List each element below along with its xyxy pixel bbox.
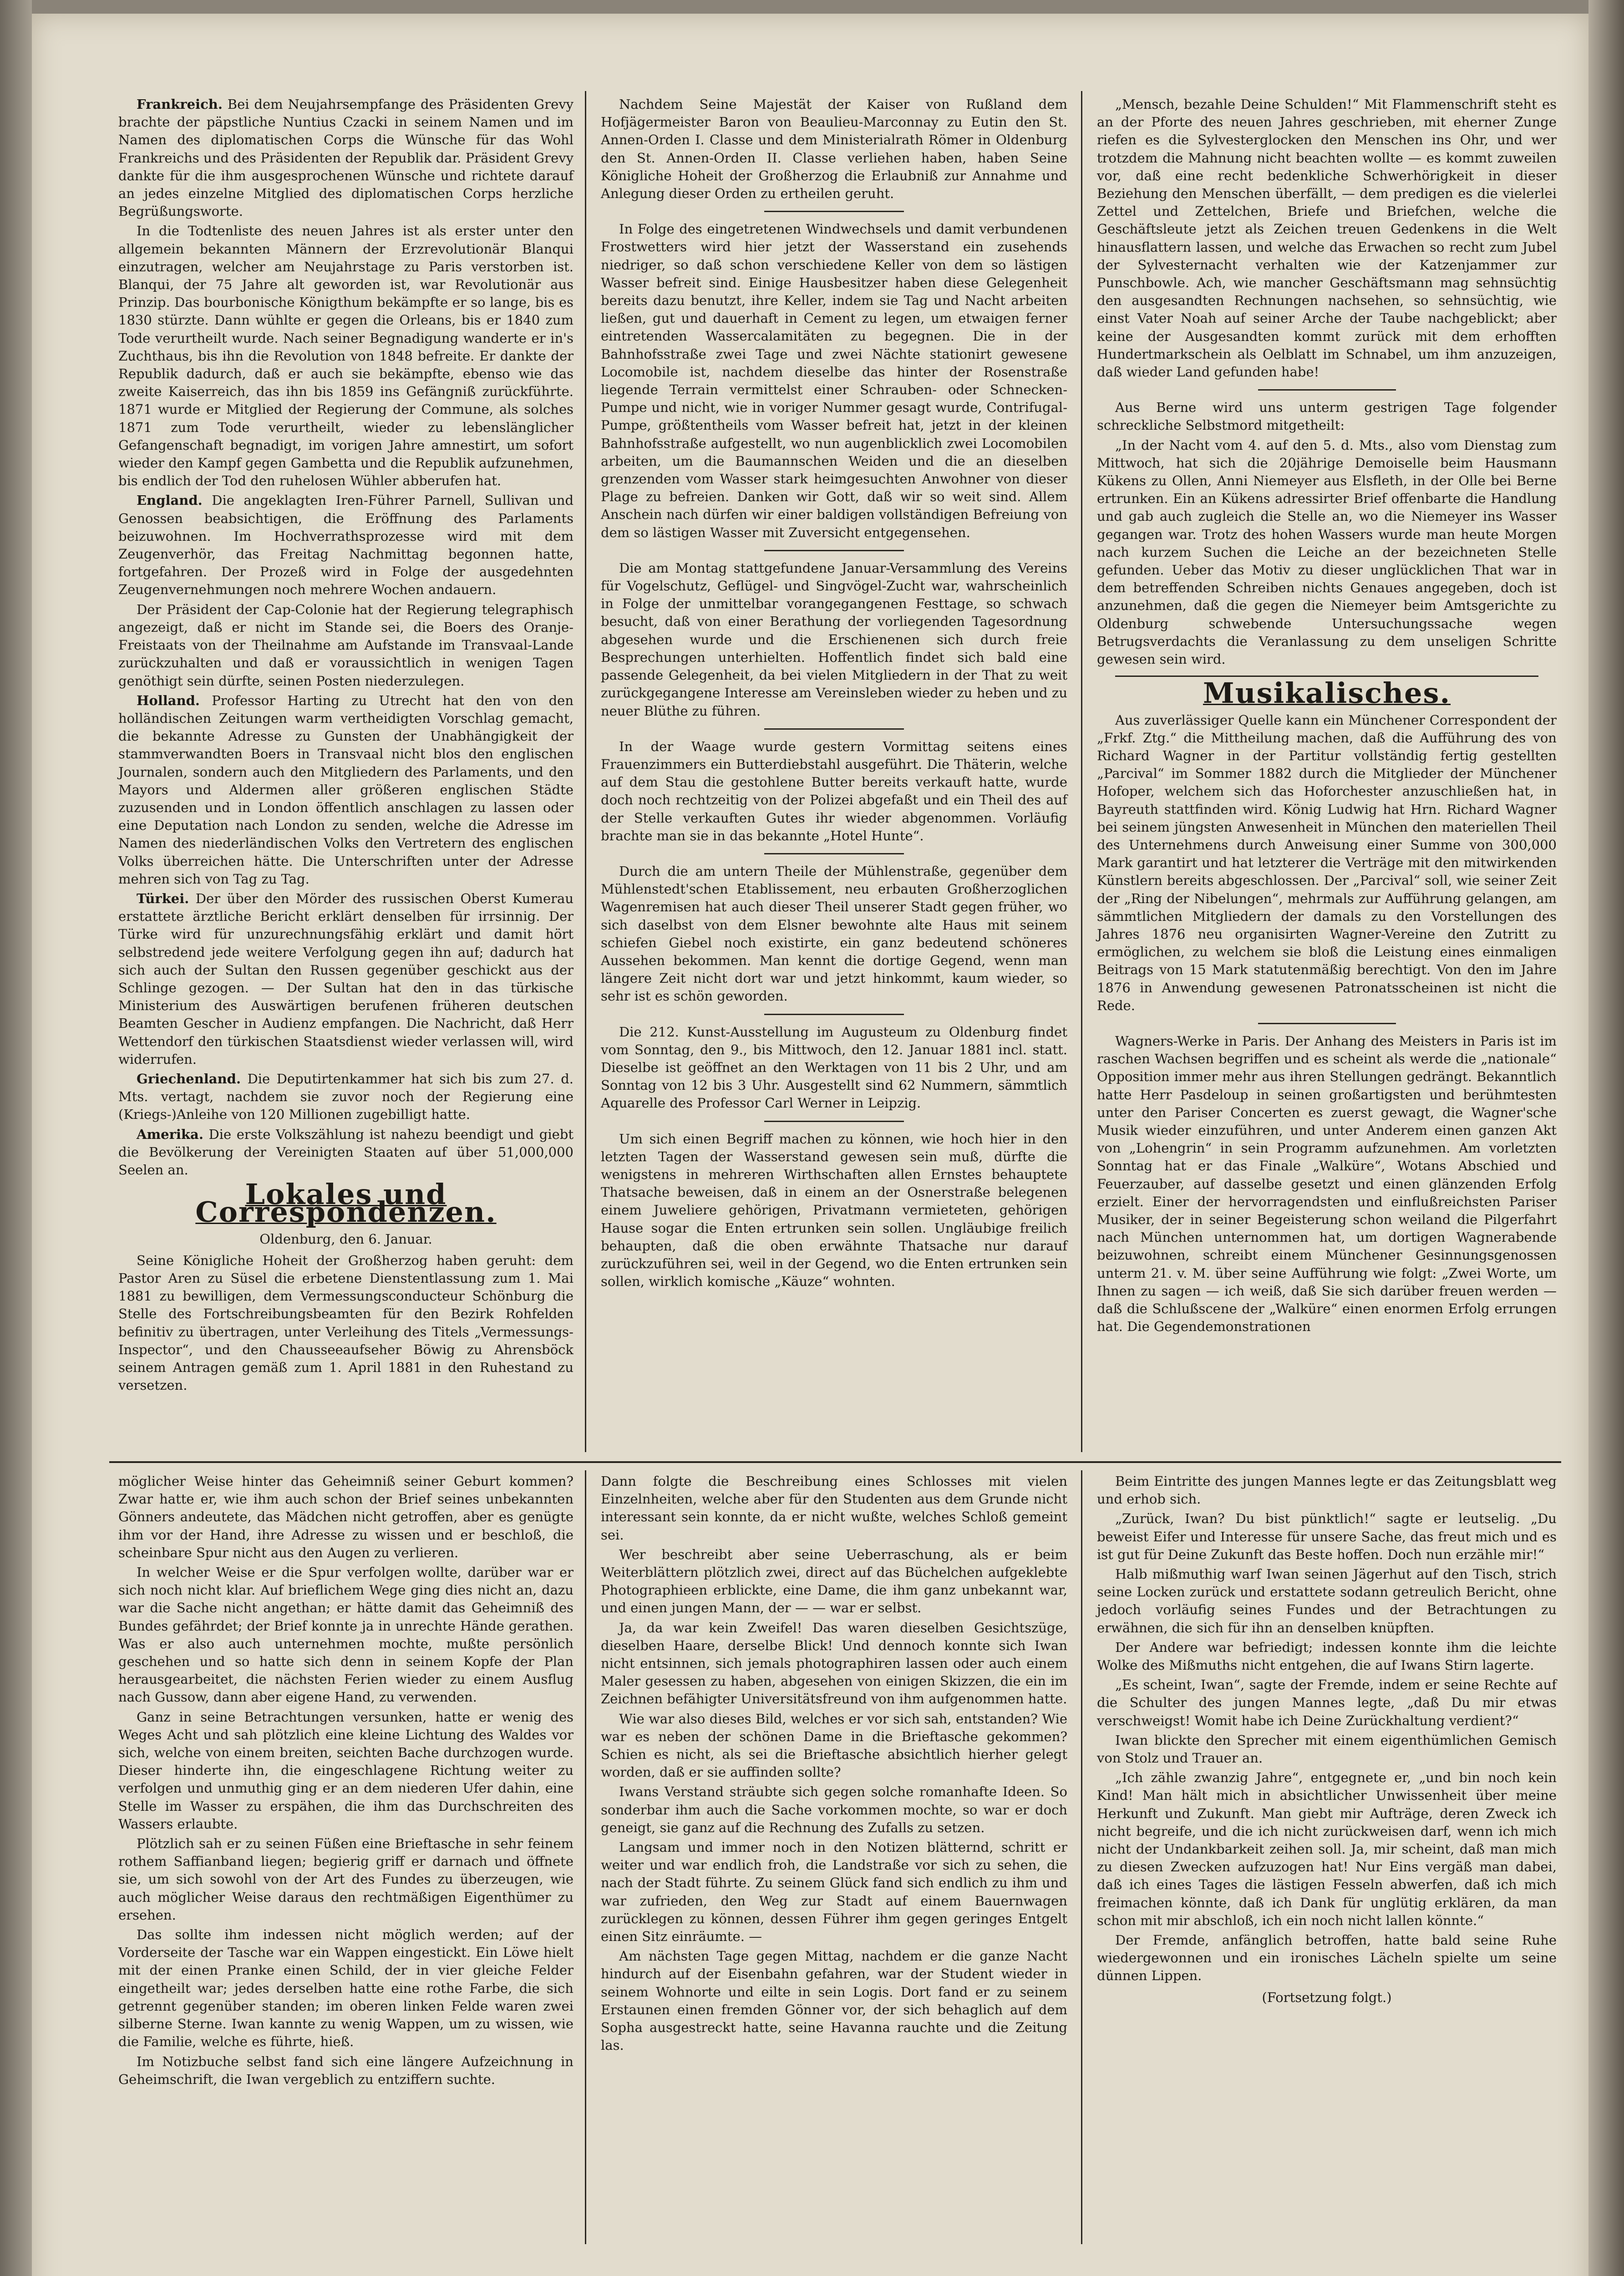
feuilleton-paragraph: Wie war also dieses Bild, welches er vor sich sah, entstanden? Wie war es neben der schönen Dame in die Brieftasche gekommen? Schien es nicht, als sei die Brieftasche absichtlich hierher gelegt worden, daß er sie auffinden sollte? [601, 1711, 1067, 1780]
article-holland: Holland. Professor Harting zu Utrecht hat den von den holländischen Zeitungen warm vertheidigten Vorschlag gemacht, die bekannte Adresse zu Gunsten der Unabhängigkeit der stammverwandten Boers in Transvaal nicht blos den englischen Journalen, sondern auch den Mitgliedern des Parlaments, und den Mayors und Aldermen aller größeren englischen Städte zuzusenden und in London öffentlich anschlagen zu lassen oder eine Deputation nach London zu senden, welche die Adresse im Namen des niederländischen Volks den Vertretern des englischen Volks überreichen hätte. Die Unterschriften unter der Adresse mehren sich von Tag zu Tag. [118, 692, 573, 887]
article-muehlenstrasse: Durch die am untern Theile der Mühlenstraße, gegenüber dem Mühlenstedt'schen Etablissement, neu erbauten Großherzoglichen Wagenremisen hat auch dieser Theil unserer Stadt gegen früher, wo sich daselbst von dem Elsner bewohnte alte Haus mit seinem schiefen Giebel noch existirte, ein ganz bedeutend schöneres Aussehen bekommen. Man kennt die dortige Gegend, wenn man längere Zeit nicht dort war und jetzt hinkommt, kaum wieder, so sehr ist es schön geworden. [601, 863, 1067, 1004]
separator [1258, 1023, 1396, 1024]
article-orden: Nachdem Seine Majestät der Kaiser von Rußland dem Hofjägermeister Baron von Beaulieu-Marconnay zu Eutin den St. Annen-Orden I. Classe und dem Ministerialrath Römer in Oldenburg den St. Annen-Orden II. Classe verliehen haben, haben Seine Königliche Hoheit der Großherzog die Erlaubniß zur Annahme und Anlegung dieser Orden zu ertheilen geruht. [601, 97, 1067, 202]
article-selbstmord-intro: Aus Berne wird uns unterm gestrigen Tage folgender schreckliche Selbstmord mitgetheilt: [1097, 400, 1557, 433]
article-grossherzog: Seine Königliche Hoheit der Großherzog haben geruht: dem Pastor Aren zu Süsel die erbetene Dienstentlassung zum 1. Mai 1881 zu bewilligen, dem Vermessungsconducteur Schönburg die Stelle des Fortschreibungsbeamten für den Bezirk Rohfelden befinitiv zu übertragen, unter Verleihung des Titels „Vermessungs-Inspector“, und den Chausseeaufseher Böwig zu Ahrensböck seinem Antragen gemäß zum 1. April 1881 in den Ruhestand zu versetzen. [118, 1252, 573, 1393]
feuilleton-paragraph: „Ich zähle zwanzig Jahre“, entgegnete er, „und bin noch kein Kind! Man hält mich in absichtlicher Unwissenheit über meine Herkunft und Zukunft. Man giebt mir Aufträge, deren Zweck ich nicht begreife, und die ich nicht zurückweisen darf, wenn ich mich nicht der Undankbarkeit zeihen soll. Ja, mir scheint, daß man mich zu diesen Zwecken aufzuzogen hat! Nur Eins vergäß man dabei, daß ich eines Tages die lästigen Fesseln abwerfen, daß ich mich freimachen könnte, daß ich Dank für unglütig erklären, da man schon mit mir abschloß, ich ein noch nicht lallen könnte.“ [1097, 1770, 1557, 1928]
feuilleton-paragraph: In welcher Weise er die Spur verfolgen wollte, darüber war er sich noch nicht klar. Auf brieflichem Wege ging dies nicht an, dazu war die Sache nicht angethan; er hätte damit das Geheimniß des Bundes gefährdet; der Brief konnte ja in unrechte Hände gerathen. Was er also auch unternehmen mochte, mußte persönlich geschehen und so hatte sich denn in seinem Kopfe der Plan herausgearbeitet, die nächsten Ferien wieder zu einem Ausflug nach Gussow, dann aber eigene Hand, zu verwenden. [118, 1565, 573, 1705]
scan-left-edge [0, 0, 32, 2276]
feuilleton-paragraph: möglicher Weise hinter das Geheimniß seiner Geburt kommen? Zwar hatte er, wie ihm auch schon der Brief seines unbekannten Gönners andeutete, das Mädchen nicht getroffen, aber es genügte ihm vor der Hand, ihre Adresse zu wissen und er beschloß, die scheinbare Spur nicht aus den Augen zu verlieren. [118, 1473, 573, 1560]
separator [764, 1014, 904, 1015]
feuilleton-column-1 [118, 1473, 573, 2090]
newspaper-page [32, 14, 1588, 2276]
article-selbstmord: „In der Nacht vom 4. auf den 5. d. Mts., also vom Dienstag zum Mittwoch, hat sich die 20jährige Demoiselle beim Hausmann Kükens zu Ollen, Anni Niemeyer aus Elsfleth, in der Olle bei Berne ertrunken. Ein an Kükens adressirter Brief offenbarte die Handlung und gab auch zugleich die Stelle an, wo die Niemeyer ins Wasser gegangen war. Trotz des hohen Wassers wurde man heute Morgen nach kurzem Suchen die Leiche an der bezeichneten Stelle gefunden. Ueber das Motiv zu dieser unglücklichen That war in dem betreffenden Schreiben nichts Genaues angegeben, doch ist anzunehmen, daß die gegen die Niemeyer beim Amtsgerichte zu Oldenburg schwebende Untersuchungssache wegen Betrugsverdachts die Veranlassung zu dem unseligen Schritte gewesen sein wird. [1097, 437, 1557, 667]
feuilleton-paragraph: Dann folgte die Beschreibung eines Schlosses mit vielen Einzelnheiten, welche aber für den Studenten aus dem Grunde nicht interessant sein konnte, da er nicht wußte, welches Schloß gemeint sei. [601, 1473, 1067, 1543]
feuilleton-paragraph: Ganz in seine Betrachtungen versunken, hatte er wenig des Weges Acht und sah plötzlich eine kleine Lichtung des Waldes vor sich, welche von einem breiten, seichten Bache durchzogen wurde. Dieser hinderte ihn, die eingeschlagene Richtung weiter zu verfolgen und unmuthig ging er an dem niederen Ufer dahin, eine Stelle im Wasser zu erspähen, die ihm das Durchschreiten des Wassers erlaubte. [118, 1709, 573, 1832]
feuilleton-paragraph: „Es scheint, Iwan“, sagte der Fremde, indem er seine Rechte auf die Schulter des jungen Mannes legte, „daß Du mir etwas verschweigst! Womit habe ich Deine Zurückhaltung verdient?“ [1097, 1677, 1557, 1728]
news-column-1 [118, 96, 573, 1396]
feuilleton-paragraph: Plötzlich sah er zu seinen Füßen eine Brieftasche in sehr feinem rothem Saffianband liegen; begierig griff er darnach und öffnete sie, um sich sowohl von der Art des Fundes zu überzeugen, wie auch möglicher Weise daraus den rechtmäßigen Eigenthümer zu ersehen. [118, 1836, 573, 1923]
article-wasserstand: In Folge des eingetretenen Windwechsels und damit verbundenen Frostwetters wird hier jetzt der Wasserstand ein zusehends niedriger, so daß schon verschiedene Keller von dem so lästigen Wasser befreit sind. Einige Hausbesitzer haben diese Gelegenheit bereits dazu benutzt, ihre Keller, indem sie Tag und Nacht arbeiten ließen, gut und dauerhaft in Cement zu legen, um etwaigen ferner eintretenden Wassercalamitäten zu begegnen. Die in der Bahnhofsstraße zwei Tage und zwei Nächte stationirt gewesene Locomobile ist, nachdem dieselbe das hinter der Rosenstraße liegende Terrain vermittelst einer Schrauben- oder Schnecken-Pumpe und nicht, wie in voriger Nummer gesagt wurde, Contrifugal-Pumpe, größtentheils vom Wasser befreit hat, jetzt in der kleinen Bahnhofsstraße aufgestellt, wo nun augenblicklich zwei Locomobilen arbeiten, um die Baumannschen Weiden und die an dieselben grenzenden vom Wasser stark heimgesuchten Anwohner von dieser Plage zu befreien. Danken wir Gott, daß wir so weit sind. Allem Anschein nach dürfen wir einer baldigen vollständigen Befreiung von dem so lästigen Wasser mit Zuversicht entgegensehen. [601, 221, 1067, 540]
feuilleton-paragraph: Am nächsten Tage gegen Mittag, nachdem er die ganze Nacht hindurch auf der Eisenbahn gefahren, war der Student wieder in seinem Wohnorte und eilte in sein Logis. Dort fand er zu seinem Erstaunen einen fremden Gönner vor, der sich behaglich auf dem Sopha ausgestreckt hatte, seine Havanna rauchte und die Zeitung las. [601, 1948, 1067, 2053]
feuilleton-paragraph: Im Notizbuche selbst fand sich eine längere Aufzeichnung in Geheimschrift, die Iwan vergeblich zu entziffern suchte. [118, 2053, 573, 2087]
section-heading-musikalisches: Musikalisches. [1203, 676, 1451, 710]
column-rule-2 [1081, 91, 1082, 1452]
article-parcival: Aus zuverlässiger Quelle kann ein Münchener Correspondent der „Frkf. Ztg.“ die Mittheilung machen, daß die Aufführung des von Richard Wagner in der Partitur vollständig fertig gestellten „Parcival“ im Sommer 1882 durch die Mitglieder der Münchener Hofoper, welchem sich das Hoforchester anzuschließen hat, in Bayreuth stattfinden wird. König Ludwig hat Hrn. Richard Wagner bei seinem jüngsten Anwesenheit in München den materiellen Theil des Unternehmens durch Anweisung einer Summe von 300,000 Mark garantirt und hat letzterer die Verträge mit den mitwirkenden Künstlern bereits abgeschlossen. Der „Parcival“ soll, wie seiner Zeit der „Ring der Nibelungen“, mehrmals zur Aufführung gelangen, am sämmtlichen Mitgliedern der damals zu den Vorstellungen des Jahres 1876 neu organisirten Wagner-Vereine den Zutritt zu ermöglichen, zu welchem sie bloß die Leistung eines einmaligen Beitrags von 15 Mark statutenmäßig berechtigt. Von den im Jahre 1876 in Anwendung gewesenen Patronatsscheinen ist nicht die Rede. [1097, 712, 1557, 1013]
article-enten: Um sich einen Begriff machen zu können, wie hoch hier in den letzten Tagen der Wasserstand gewesen sein muß, dürfte die wenigstens in mehreren Wirthschaften allen Ernstes behauptete Thatsache beweisen, daß in einem an der Osnerstraße belegenen einem Juweliere gehörigen, Privatmann vermieteten, gehörigen Hause sogar die Enten ertrunken sein sollen. Ungläubige freilich behaupten, daß die oben erwähnte Thatsache nur darauf zurückzuführen sei, weil in der Gegend, wo die Enten ertrunken sein sollen, wirklich komische „Käuze“ wohnten. [601, 1131, 1067, 1290]
feuilleton-paragraph: Wer beschreibt aber seine Ueberraschung, als er beim Weiterblättern plötzlich zwei, direct auf das Büchelchen aufgeklebte Photographieen erblickte, eine Dame, die ihm ganz unbekannt war, und einen jungen Mann, der — — war er selbst. [601, 1546, 1067, 1616]
article-amerika: Amerika. Die erste Volkszählung ist nahezu beendigt und giebt die Bevölkerung der Vereinigten Staaten auf über 51,000,000 Seelen an. [118, 1126, 574, 1178]
article-vogelschutz: Die am Montag stattgefundene Januar-Versammlung des Vereins für Vogelschutz, Geflügel- und Singvögel-Zucht war, wahrscheinlich in Folge der unmittelbar vorangegangenen Festtage, so schwach besucht, daß von einer Berathung der vorliegenden Tagesordnung abgesehen wurde und die Erschienenen sich durch freie Besprechungen unterhielten. Hoffentlich findet sich bald eine passende Gelegenheit, da bei vielen Mitgliedern in der That zu weit zurückgegangene Interesse am Vereinsleben wieder zu heben und zu neuer Blüthe zu führen. [601, 560, 1067, 719]
feuilleton-paragraph: Halb mißmuthig warf Iwan seinen Jägerhut auf den Tisch, strich seine Locken zurück und erstattete sodann getreulich Bericht, ohne jedoch vorläufig seines Fundes und der Betrachtungen zu erwähnen, die sich für ihn an denselben knüpften. [1097, 1566, 1557, 1636]
feuilleton-paragraph: Iwan blickte den Sprecher mit einem eigenthümlichen Gemisch von Stolz und Trauer an. [1097, 1732, 1557, 1766]
separator [764, 1121, 904, 1122]
feuilleton-paragraph: „Zurück, Iwan? Du bist pünktlich!“ sagte er leutselig. „Du beweist Eifer und Interesse für unsere Sache, das freut mich und es ist gut für Deine Zukunft das Beste hoffen. Doch nun erzähle mir!“ [1097, 1511, 1557, 1562]
article-wagner-paris: Wagners-Werke in Paris. Der Anhang des Meisters in Paris ist im raschen Wachsen begriffen und es scheint als werde die „nationale“ Opposition immer mehr aus ihren Stellungen gedrängt. Bekanntlich hatte Herr Pasdeloup in seinen großartigsten und berühmtesten unter den Pariser Concerten es zuerst gewagt, die Wagner'sche Musik wieder einzuführen, und unter Anderem einen ganzen Akt von „Lohengrin“ in sein Programm aufzunehmen. Am vorletzten Sonntag hat er das Finale „Walküre“, Wotans Abschied und Feuerzauber, auf dasselbe gesetzt und einen glänzenden Erfolg erzielt. Einer der hervorragendsten und einflußreichsten Pariser Musiker, der in seiner Begeisterung schon weiland die Pilgerfahrt nach München unternommen hat, um dortigen Wagnerabende beizuwohnen, schreibt einem Münchener Gesinnungsgenossen unterm 21. v. M. über seine Aufführung wie folgt: „Zwei Worte, um Ihnen zu sagen — ich weiß, daß Sie sich darüber freuen werden — daß die Schlußscene der „Walküre“ einen enormen Erfolg errungen hat. Die Gegendemonstrationen [1097, 1033, 1557, 1335]
scan-right-edge [1588, 0, 1624, 2276]
column-rule-1 [585, 91, 586, 1452]
news-column-2 [601, 96, 1067, 1292]
feuilleton-paragraph: Der Andere war befriedigt; indessen konnte ihm die leichte Wolke des Mißmuths nicht entgehen, die auf Iwans Stirn lagerte. [1097, 1639, 1557, 1673]
dateline: Oldenburg, den 6. Januar. [259, 1231, 432, 1247]
separator [764, 853, 904, 854]
article-tuerkei: Türkei. Der über den Mörder des russischen Oberst Kumerau erstattete ärztliche Bericht erklärt denselben für irrsinnig. Der Türke wird für unzurechnungsfähig erklärt und damit hört selbstredend jede weitere Verfolgung gegen ihn auf; dadurch hat sich auch der Sultan den Russen gegenüber geschickt aus der Schlinge gezogen. — Der Sultan hat den in das türkische Ministerium des Auswärtigen berufenen früheren deutschen Beamten Gescher in Audienz empfangen. Die Nachricht, daß Herr Wettendorf den türkischen Staatsdienst wieder verlassen will, wird widerrufen. [118, 890, 574, 1067]
article-schulden: „Mensch, bezahle Deine Schulden!“ Mit Flammenschrift steht es an der Pforte des neuen Jahres geschrieben, mit eherner Zunge riefen es die Sylvesterglocken den Menschen ins Ohr, und wer trotzdem die Mahnung nicht beachten wollte — es kommt zuweilen vor, daß eine recht bedenkliche Schwerhörigkeit in dieser Beziehung den Menschen überfällt, — dem predigen es die vielerlei Zettel und Zettelchen, Briefe und Briefchen, welche die Geschäftsleute jetzt als Zeichen treuen Gedenkens in die Welt hinausflattern lassen, und welche das Erwachen so recht zum Jubel der Sylvesternacht verhalten wie der Katzenjammer zur Punschbowle. Ach, wie mancher Geschäftsmann mag sehnsüchtig den ausgesandten Rechnungen nachsehen, so sehnsüchtig, wie einst Vater Noah auf seiner Arche der Taube nachgeblickt; aber keine der Ausgesandten kommt zurück mit dem erhofften Hundertmarkschein als Oelblatt im Schnabel, um ihm anzuzeigen, daß wieder Land gefunden habe! [1097, 97, 1557, 380]
article-butterdiebstahl: In der Waage wurde gestern Vormittag seitens eines Frauenzimmers ein Butterdiebstahl ausgeführt. Die Thäterin, welche auf dem Stau die gestohlene Butter bereits verkauft hatte, wurde doch noch rechtzeitig von der Polizei abgefaßt und ein Theil des auf der Stelle verkauften Gutes ihr wieder abgenommen. Vorläufig brachte man sie in das bekannte „Hotel Hunte“. [601, 738, 1067, 843]
article-frankreich: Frankreich. Bei dem Neujahrsempfange des Präsidenten Grevy brachte der päpstliche Nuntius Czacki in seinem Namen und im Namen des diplomatischen Corps die Wünsche für das Wohl Frankreichs und des Präsidenten der Republik dar. Präsident Grevy dankte für die ihm ausgesprochenen Wünsche und richtete darauf an jedes einzelne Mitglied des diplomatischen Corps herzliche Begrüßungsworte. [118, 97, 573, 219]
separator [764, 550, 904, 551]
continuation-note: (Fortsetzung folgt.) [1262, 1989, 1392, 2005]
separator [764, 211, 904, 212]
article-griechenland: Griechenland. Die Deputirtenkammer hat sich bis zum 27. d. Mts. vertagt, nachdem sie zuvor noch der Regierung eine (Kriegs-)Anleihe von 120 Millionen zugebilligt hatte. [118, 1071, 574, 1123]
news-column-3 [1097, 96, 1557, 1337]
feuilleton-paragraph: Beim Eintritte des jungen Mannes legte er das Zeitungsblatt weg und erhob sich. [1097, 1473, 1557, 1507]
feuilleton-paragraph: Ja, da war kein Zweifel! Das waren dieselben Gesichtszüge, dieselben Haare, derselbe Blick! Und dennoch konnte sich Iwan nicht entsinnen, sich jemals photographiren lassen oder auch einem Maler gesessen zu haben, abgesehen von einigen Skizzen, die ein im Zeichnen befähigter Universitätsfreund von ihm aufgenommen hatte. [601, 1620, 1067, 1707]
feuilleton-rule-2 [1081, 1470, 1082, 2244]
separator [1258, 389, 1396, 391]
article-england: England. Die angeklagten Iren-Führer Parnell, Sullivan und Genossen beabsichtigen, die Eröffnung des Parlaments beizuwohnen. Im Hochverrathsprozesse wird mit dem Zeugenverhör, das Freitag Nachmittag begonnen hatte, fortgefahren. Der Prozeß wird in Folge der ausgedehnten Zeugenvernehmungen noch mehrere Wochen andauern. [118, 493, 574, 598]
feuilleton-column-3 [1097, 1473, 1557, 2010]
separator [764, 728, 904, 730]
feuilleton-paragraph: Der Fremde, anfänglich betroffen, hatte bald seine Ruhe wiedergewonnen und ein ironisches Lächeln spielte um seine dünnen Lippen. [1097, 1932, 1557, 1984]
feuilleton-paragraph: Langsam und immer noch in den Notizen blätternd, schritt er weiter und war endlich froh, die Landstraße vor sich zu sehen, die nach der Stadt führte. Zu seinem Glück fand sich endlich zu ihm und war zufrieden, den Weg zur Stadt auf einem Bauernwagen zurücklegen zu können, dessen Führer ihm gegen geringes Entgelt einen Sitz einräumte. — [601, 1839, 1067, 1945]
feuilleton-paragraph: Das sollte ihm indessen nicht möglich werden; auf der Vorderseite der Tasche war ein Wappen eingestickt. Ein Löwe hielt mit der einen Pranke einen Schild, der in vier gleiche Felder eingetheilt war; jedes derselben hatte eine rothe Farbe, die sich getrennt gegenüber standen; im oberen linken Felde waren zwei silberne Sterne. Iwan kannte zu wenig Wappen, um zu wissen, wie die Familie, welche es führte, hieß. [118, 1927, 573, 2050]
section-heading-lokales: Lokales und Correspondenzen. [195, 1178, 497, 1229]
article-kunstausstellung: Die 212. Kunst-Ausstellung im Augusteum zu Oldenburg findet vom Sonntag, den 9., bis Mittwoch, den 12. Januar 1881 incl. statt. Dieselbe ist geöffnet an den Werktagen von 11 bis 2 Uhr, und am Sonntag von 12 bis 3 Uhr. Ausgestellt sind 62 Nummern, sämmtlich Aquarelle des Professor Carl Werner in Leipzig. [601, 1024, 1067, 1111]
feuilleton-rule-1 [585, 1470, 586, 2244]
article-blanqui: In die Todtenliste des neuen Jahres ist als erster unter den allgemein bekannten Männern der Erzrevolutionär Blanqui einzutragen, welcher am Neujahrstage zu Paris verstorben ist. Blanqui, der 75 Jahre alt geworden ist, war Revolutionär aus Prinzip. Das bourbonische Königthum bekämpfte er so lange, bis es 1830 stürzte. Dann wühlte er gegen die Orleans, bis er 1840 zum Tode verurtheilt wurde. Nach seiner Begnadigung wanderte er in's Zuchthaus, bis ihn die Revolution von 1848 befreite. Er dankte der Republik dadurch, daß er auch sie bekämpfte, ebenso wie das zweite Kaiserreich, das ihn bis 1859 ins Gefängniß zurückführte. 1871 wurde er Mitglied der Regierung der Commune, als solches 1871 zum Tode verurtheilt, wieder zu lebenslänglicher Gefangenschaft begnadigt, im vorigen Jahre amnestirt, um sofort wieder den Kampf gegen Gambetta und die Republik aufzunehmen, bis endlich der Tod den ruhelosen Wühler abberufen hat. [118, 223, 573, 489]
feuilleton-divider [109, 1461, 1561, 1463]
article-cap-colonie: Der Präsident der Cap-Colonie hat der Regierung telegraphisch angezeigt, daß er nicht im Stande sei, die Boers des Oranje-Freistaats von der Theilnahme am Aufstande im Transvaal-Lande zurückzuhalten und daß er voraussichtlich in wenigen Tagen genöthigt sein dürfte, seinen Posten niederzulegen. [118, 601, 573, 689]
feuilleton-paragraph: Iwans Verstand sträubte sich gegen solche romanhafte Ideen. So sonderbar ihm auch die Sache vorkommen mochte, so war er doch geneigt, sie ganz auf die Rechnung des Zufalls zu setzen. [601, 1784, 1067, 1835]
feuilleton-column-2 [601, 1473, 1067, 2057]
